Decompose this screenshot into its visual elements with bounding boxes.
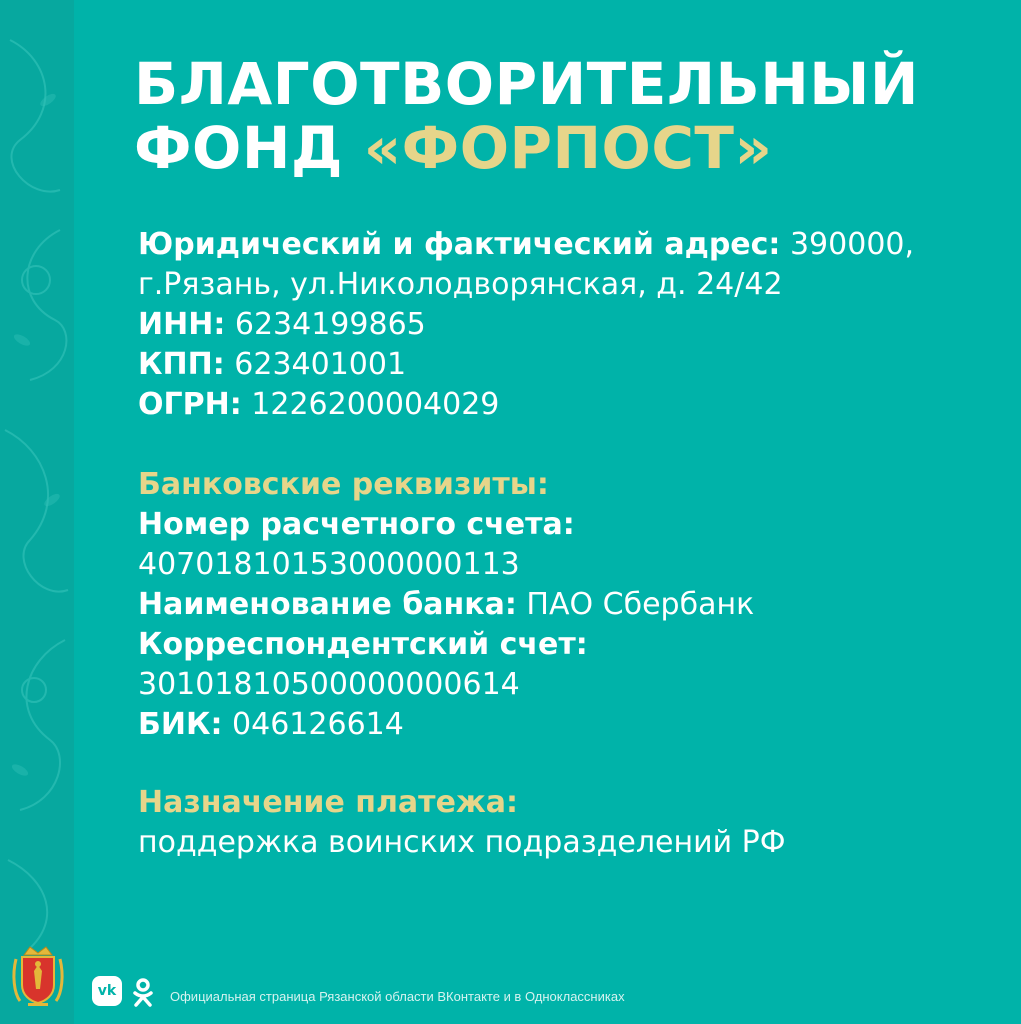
title-line-1: БЛАГОТВОРИТЕЛЬНЫЙ [134,50,919,118]
address-value-2: г.Рязань, ул.Николодворянская, д. 24/42 [138,267,783,302]
account-value: 40701810153000000113 [138,547,520,582]
account-label-text: Номер расчетного счета: [138,507,575,542]
floral-ornament [0,0,74,1024]
footer-caption: Официальная страница Рязанской области ВКонтакте и в Одноклассниках [170,989,625,1004]
ogrn-value: 1226200004029 [251,387,500,422]
bank-heading: Банковские реквизиты: [138,467,549,502]
requisites-block [138,225,998,863]
bank-name-label: Наименование банка: [138,587,517,622]
title-prefix: ФОНД [134,114,364,182]
account-label [138,505,998,545]
kpp-value: 623401001 [234,347,407,382]
corr-label-text: Корреспондентский счет: [138,627,588,662]
ryazan-emblem-icon [10,945,66,1007]
ogrn-label: ОГРН: [138,387,242,422]
address-label: Юридический и фактический адрес: [138,227,781,262]
bik-row [138,705,998,745]
bik-label: БИК: [138,707,223,742]
bank-name-row [138,585,998,625]
vk-icon[interactable]: vk [92,976,122,1006]
purpose-heading: Назначение платежа: [138,785,519,820]
inn-label: ИНН: [138,307,226,342]
address-value-1: 390000, [789,227,915,262]
title-line-2 [134,116,919,180]
inn-row [138,305,998,345]
inn-value: 6234199865 [234,307,426,342]
page-title [134,52,919,180]
decorative-side-strip [0,0,74,1024]
corr-label [138,625,998,665]
kpp-row [138,345,998,385]
kpp-label: КПП: [138,347,225,382]
odnoklassniki-icon[interactable] [132,977,154,1007]
fund-name: «ФОРПОСТ» [363,114,773,182]
bik-value: 046126614 [232,707,404,742]
ogrn-row [138,385,998,425]
purpose-value: поддержка воинских подразделений РФ [138,825,786,860]
footer [0,935,1021,1024]
bank-name-value: ПАО Сбербанк [526,587,755,622]
corr-value: 30101810500000000614 [138,667,520,702]
address-row [138,225,998,265]
